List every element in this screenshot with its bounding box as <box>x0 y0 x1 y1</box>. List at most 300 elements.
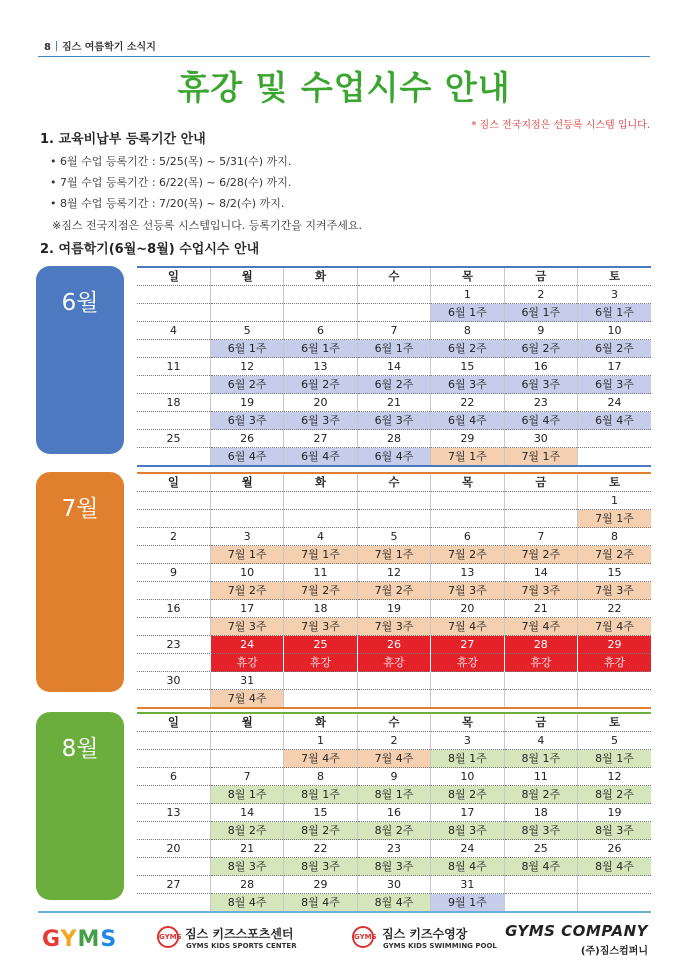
date-cell: 11 <box>504 768 577 786</box>
weekday-header: 화 <box>284 713 357 732</box>
week-label-cell: 7월 1주 <box>504 448 577 467</box>
weekday-header: 목 <box>431 473 504 492</box>
week-label-cell: 8월 4주 <box>210 894 283 913</box>
date-cell: 4 <box>284 528 357 546</box>
week-label-cell <box>137 750 210 768</box>
week-label-cell: 6월 1주 <box>431 304 504 322</box>
sports-center-logo-icon: GYMS <box>157 926 179 948</box>
week-label-row <box>137 582 651 600</box>
week-label-cell: 6월 3주 <box>284 412 357 430</box>
week-label-cell: 8월 4주 <box>284 894 357 913</box>
week-label-cell <box>137 376 210 394</box>
date-cell: 1 <box>578 492 651 510</box>
swimming-pool-sub: GYMS KIDS SWIMMING POOL <box>383 942 497 950</box>
date-cell: 12 <box>578 768 651 786</box>
week-label-cell: 8월 1주 <box>357 786 430 804</box>
date-cell: 8 <box>284 768 357 786</box>
week-label-cell: 6월 3주 <box>357 412 430 430</box>
week-label-cell <box>431 690 504 709</box>
date-cell <box>210 732 283 750</box>
week-label-cell: 8월 3주 <box>504 822 577 840</box>
week-label-cell: 8월 1주 <box>431 750 504 768</box>
week-label-cell: 8월 1주 <box>284 786 357 804</box>
august-calendar <box>137 712 651 913</box>
week-label-cell: 6월 1주 <box>578 304 651 322</box>
date-row <box>137 430 651 448</box>
date-cell: 3 <box>431 732 504 750</box>
date-cell: 27 <box>284 430 357 448</box>
week-label-cell: 6월 3주 <box>578 376 651 394</box>
date-row <box>137 804 651 822</box>
date-row <box>137 322 651 340</box>
date-cell: 2 <box>137 528 210 546</box>
week-label-cell: 8월 2주 <box>357 822 430 840</box>
weekday-header: 화 <box>284 267 357 286</box>
august-registration: • 8월 수업 등록기간 : 7/20(목) ~ 8/2(수) 까지. <box>50 197 285 210</box>
weekday-header: 목 <box>431 267 504 286</box>
week-label-cell: 8월 4주 <box>357 894 430 913</box>
company-name-korean: (주)짐스컴퍼니 <box>580 946 648 957</box>
date-cell: 24 <box>578 394 651 412</box>
weekday-header: 토 <box>578 267 651 286</box>
holiday-cell: 휴강 <box>504 654 577 672</box>
date-cell: 25 <box>284 636 357 654</box>
week-label-cell <box>578 690 651 709</box>
week-label-cell: 7월 1주 <box>578 510 651 528</box>
date-cell: 16 <box>137 600 210 618</box>
date-cell: 18 <box>504 804 577 822</box>
weekday-header: 일 <box>167 715 180 729</box>
week-label-cell: 7월 2주 <box>504 546 577 564</box>
date-cell: 26 <box>578 840 651 858</box>
holiday-cell: 휴강 <box>357 654 430 672</box>
week-label-cell: 7월 3주 <box>357 618 430 636</box>
week-label-cell: 8월 3주 <box>431 822 504 840</box>
date-cell: 7 <box>504 528 577 546</box>
date-cell: 7 <box>210 768 283 786</box>
date-cell: 18 <box>284 600 357 618</box>
week-label-cell: 7월 1주 <box>431 448 504 467</box>
date-row <box>137 876 651 894</box>
date-cell: 9 <box>137 564 210 582</box>
week-label-cell <box>137 448 210 467</box>
holiday-cell: 휴강 <box>210 654 283 672</box>
date-cell: 19 <box>210 394 283 412</box>
section-name: 짐스 여름학기 소식지 <box>61 42 156 53</box>
date-cell: 11 <box>284 564 357 582</box>
date-cell: 1 <box>284 732 357 750</box>
week-label-cell: 9월 1주 <box>431 894 504 913</box>
week-label-cell: 6월 3주 <box>504 376 577 394</box>
swimming-pool-name: 짐스 키즈수영장 <box>382 927 468 941</box>
swimming-pool-logo-icon: GYMS <box>352 926 374 948</box>
weekday-header: 수 <box>357 713 430 732</box>
week-label-cell: 6월 2주 <box>578 340 651 358</box>
week-label-cell: 7월 4주 <box>357 750 430 768</box>
date-cell: 13 <box>284 358 357 376</box>
week-label-cell: 8월 2주 <box>431 786 504 804</box>
date-cell <box>431 492 504 510</box>
date-cell: 1 <box>431 286 504 304</box>
week-label-cell <box>504 510 577 528</box>
week-label-row <box>137 786 651 804</box>
date-row <box>137 840 651 858</box>
week-label-cell: 6월 2주 <box>504 340 577 358</box>
section1-heading: 1. 교육비납부 등록기간 안내 <box>40 132 206 147</box>
date-cell: 6 <box>137 768 210 786</box>
week-label-cell: 6월 4주 <box>210 448 283 467</box>
date-cell: 16 <box>357 804 430 822</box>
date-cell: 14 <box>504 564 577 582</box>
gyms-logo: GYMS <box>42 927 118 952</box>
week-label-cell: 8월 1주 <box>210 786 283 804</box>
company-name: GYMS COMPANY <box>505 922 648 940</box>
date-cell: 31 <box>210 672 283 690</box>
week-label-cell: 8월 2주 <box>504 786 577 804</box>
week-label-row <box>137 304 651 322</box>
date-cell <box>137 286 210 304</box>
date-cell: 24 <box>431 840 504 858</box>
week-label-cell: 7월 1주 <box>210 546 283 564</box>
registration-remark: ※짐스 전국지점은 선등록 시스템입니다. 등록기간을 지켜주세요. <box>52 219 362 232</box>
week-label-cell: 6월 1주 <box>357 340 430 358</box>
week-label-cell: 8월 3주 <box>357 858 430 876</box>
date-cell: 20 <box>431 600 504 618</box>
date-cell: 12 <box>210 358 283 376</box>
week-label-cell: 8월 3주 <box>578 822 651 840</box>
week-label-cell: 6월 4주 <box>504 412 577 430</box>
week-label-row <box>137 858 651 876</box>
week-label-cell: 7월 3주 <box>284 618 357 636</box>
date-cell: 7 <box>357 322 430 340</box>
week-label-cell: 7월 3주 <box>578 582 651 600</box>
date-cell <box>137 492 210 510</box>
date-cell: 27 <box>137 876 210 894</box>
date-cell: 28 <box>504 636 577 654</box>
week-label-row <box>137 822 651 840</box>
weekday-header: 화 <box>284 473 357 492</box>
date-cell: 15 <box>284 804 357 822</box>
week-label-cell: 6월 4주 <box>357 448 430 467</box>
date-cell: 19 <box>357 600 430 618</box>
date-cell: 29 <box>284 876 357 894</box>
date-cell: 25 <box>137 430 210 448</box>
week-label-cell: 7월 4주 <box>431 618 504 636</box>
week-label-cell: 7월 2주 <box>284 582 357 600</box>
weekday-header-row <box>137 713 651 732</box>
week-label-cell: 6월 4주 <box>284 448 357 467</box>
week-label-cell: 6월 4주 <box>578 412 651 430</box>
week-label-cell: 7월 3주 <box>431 582 504 600</box>
date-cell: 21 <box>504 600 577 618</box>
date-cell: 10 <box>210 564 283 582</box>
week-label-row <box>137 618 651 636</box>
date-cell: 15 <box>431 358 504 376</box>
date-cell: 11 <box>137 358 210 376</box>
week-label-cell: 7월 2주 <box>210 582 283 600</box>
week-label-cell <box>284 304 357 322</box>
week-label-row <box>137 510 651 528</box>
date-cell <box>357 672 430 690</box>
company-block <box>505 922 648 957</box>
date-cell: 5 <box>210 322 283 340</box>
week-label-cell <box>137 858 210 876</box>
week-label-cell: 7월 4주 <box>578 618 651 636</box>
date-cell: 28 <box>357 430 430 448</box>
weekday-header: 목 <box>431 713 504 732</box>
date-cell: 6 <box>431 528 504 546</box>
week-label-cell: 7월 2주 <box>578 546 651 564</box>
weekday-header: 금 <box>504 473 577 492</box>
date-cell: 26 <box>210 430 283 448</box>
date-cell: 15 <box>578 564 651 582</box>
week-label-cell: 6월 2주 <box>431 340 504 358</box>
date-cell <box>284 492 357 510</box>
weekday-header: 월 <box>210 267 283 286</box>
date-cell: 9 <box>357 768 430 786</box>
week-label-cell <box>210 304 283 322</box>
week-label-cell: 6월 1주 <box>504 304 577 322</box>
week-label-cell: 6월 3주 <box>431 376 504 394</box>
week-label-cell: 8월 4주 <box>578 858 651 876</box>
date-cell <box>431 672 504 690</box>
date-row <box>137 358 651 376</box>
date-cell: 30 <box>137 672 210 690</box>
week-label-cell <box>137 304 210 322</box>
week-label-cell <box>357 510 430 528</box>
date-cell: 26 <box>357 636 430 654</box>
header-divider <box>38 56 650 57</box>
week-label-cell <box>137 786 210 804</box>
date-cell: 12 <box>357 564 430 582</box>
week-label-cell: 6월 1주 <box>284 340 357 358</box>
page-number: 8 <box>44 42 51 53</box>
holiday-cell: 휴강 <box>431 654 504 672</box>
date-cell: 30 <box>357 876 430 894</box>
week-label-cell: 8월 4주 <box>431 858 504 876</box>
week-label-cell: 8월 2주 <box>284 822 357 840</box>
date-cell <box>504 672 577 690</box>
holiday-cell: 휴강 <box>284 654 357 672</box>
week-label-cell <box>137 822 210 840</box>
july-calendar <box>137 472 651 709</box>
week-label-row <box>137 750 651 768</box>
week-label-cell: 8월 1주 <box>504 750 577 768</box>
week-label-cell <box>431 510 504 528</box>
date-row <box>137 286 651 304</box>
weekday-header-row <box>137 473 651 492</box>
date-cell: 8 <box>431 322 504 340</box>
date-row <box>137 492 651 510</box>
week-label-cell <box>137 412 210 430</box>
week-label-row <box>137 654 651 672</box>
date-cell: 6 <box>284 322 357 340</box>
date-cell <box>504 876 577 894</box>
date-cell <box>357 286 430 304</box>
july-registration: • 7월 수업 등록기간 : 6/22(목) ~ 6/28(수) 까지. <box>50 176 292 189</box>
weekday-header: 토 <box>578 713 651 732</box>
date-cell: 14 <box>210 804 283 822</box>
date-cell: 23 <box>137 636 210 654</box>
week-label-row <box>137 894 651 913</box>
date-cell <box>210 492 283 510</box>
week-label-cell: 8월 2주 <box>210 822 283 840</box>
date-cell: 13 <box>431 564 504 582</box>
weekday-header: 토 <box>578 473 651 492</box>
date-cell: 17 <box>431 804 504 822</box>
date-cell: 18 <box>137 394 210 412</box>
date-cell: 5 <box>578 732 651 750</box>
date-cell: 31 <box>431 876 504 894</box>
date-cell: 10 <box>578 322 651 340</box>
date-cell: 10 <box>431 768 504 786</box>
august-month-label: 8월 <box>36 712 124 900</box>
week-label-cell <box>210 750 283 768</box>
sports-center-name: 짐스 키즈스포츠센터 <box>185 927 294 941</box>
date-row <box>137 768 651 786</box>
date-cell: 29 <box>431 430 504 448</box>
date-cell: 4 <box>137 322 210 340</box>
week-label-cell <box>137 690 210 709</box>
page-header <box>44 38 156 53</box>
week-label-cell: 6월 3주 <box>210 412 283 430</box>
sports-center-sub: GYMS KIDS SPORTS CENTER <box>186 942 297 950</box>
week-label-cell: 7월 2주 <box>357 582 430 600</box>
week-label-cell <box>137 618 210 636</box>
week-label-cell <box>504 894 577 913</box>
weekday-header-row <box>137 267 651 286</box>
page-title: 휴강 및 수업시수 안내 <box>177 68 511 107</box>
week-label-cell: 8월 3주 <box>210 858 283 876</box>
date-cell <box>137 732 210 750</box>
date-cell: 20 <box>284 394 357 412</box>
date-cell: 14 <box>357 358 430 376</box>
week-label-cell <box>357 690 430 709</box>
date-cell: 23 <box>504 394 577 412</box>
date-cell: 29 <box>578 636 651 654</box>
july-month-label: 7월 <box>36 472 124 692</box>
date-row <box>137 636 651 654</box>
week-label-cell <box>137 510 210 528</box>
date-cell: 30 <box>504 430 577 448</box>
week-label-cell: 7월 4주 <box>210 690 283 709</box>
week-label-cell <box>137 546 210 564</box>
weekday-header: 금 <box>504 713 577 732</box>
date-cell: 22 <box>431 394 504 412</box>
week-label-cell: 8월 3주 <box>284 858 357 876</box>
week-label-cell: 6월 1주 <box>210 340 283 358</box>
date-cell: 5 <box>357 528 430 546</box>
june-calendar <box>137 266 651 467</box>
date-cell: 16 <box>504 358 577 376</box>
week-label-row <box>137 448 651 467</box>
date-row <box>137 600 651 618</box>
june-month-label: 6월 <box>36 266 124 454</box>
week-label-cell: 7월 1주 <box>284 546 357 564</box>
pre-registration-note: * 짐스 전국지점은 선등록 시스템 입니다. <box>471 120 650 131</box>
week-label-cell: 7월 2주 <box>431 546 504 564</box>
date-cell <box>578 672 651 690</box>
date-cell: 17 <box>210 600 283 618</box>
week-label-cell: 7월 3주 <box>210 618 283 636</box>
week-label-cell <box>504 690 577 709</box>
date-cell: 17 <box>578 358 651 376</box>
week-label-row <box>137 690 651 709</box>
weekday-header: 수 <box>357 267 430 286</box>
week-label-cell: 6월 2주 <box>284 376 357 394</box>
week-label-cell: 6월 2주 <box>357 376 430 394</box>
weekday-header: 월 <box>210 473 283 492</box>
weekday-header: 일 <box>167 475 180 489</box>
week-label-cell <box>284 690 357 709</box>
date-cell: 2 <box>357 732 430 750</box>
week-label-row <box>137 412 651 430</box>
section2-heading: 2. 여름학기(6월~8월) 수업시수 안내 <box>40 242 260 257</box>
footer-divider <box>38 911 650 913</box>
date-cell: 13 <box>137 804 210 822</box>
weekday-header: 일 <box>167 269 180 283</box>
date-cell: 20 <box>137 840 210 858</box>
date-row <box>137 564 651 582</box>
date-row <box>137 672 651 690</box>
june-registration: • 6월 수업 등록기간 : 5/25(목) ~ 5/31(수) 까지. <box>50 155 292 168</box>
weekday-header: 수 <box>357 473 430 492</box>
date-cell: 25 <box>504 840 577 858</box>
date-row <box>137 394 651 412</box>
date-cell: 23 <box>357 840 430 858</box>
week-label-cell <box>578 448 651 467</box>
date-cell <box>210 286 283 304</box>
week-label-row <box>137 340 651 358</box>
week-label-cell: 7월 1주 <box>357 546 430 564</box>
holiday-cell: 휴강 <box>578 654 651 672</box>
date-row <box>137 732 651 750</box>
date-cell: 3 <box>578 286 651 304</box>
date-cell: 27 <box>431 636 504 654</box>
week-label-cell: 8월 4주 <box>504 858 577 876</box>
date-cell: 9 <box>504 322 577 340</box>
date-cell: 3 <box>210 528 283 546</box>
week-label-cell <box>578 894 651 913</box>
date-cell: 21 <box>357 394 430 412</box>
week-label-row <box>137 546 651 564</box>
week-label-cell: 8월 1주 <box>578 750 651 768</box>
week-label-cell <box>137 894 210 913</box>
date-cell <box>284 286 357 304</box>
weekday-header: 금 <box>504 267 577 286</box>
date-cell <box>357 492 430 510</box>
date-cell <box>504 492 577 510</box>
date-cell <box>578 430 651 448</box>
week-label-cell: 6월 4주 <box>431 412 504 430</box>
week-label-cell <box>357 304 430 322</box>
date-cell <box>284 672 357 690</box>
week-label-cell <box>137 654 210 672</box>
week-label-cell: 7월 4주 <box>284 750 357 768</box>
date-cell: 8 <box>578 528 651 546</box>
date-cell <box>578 876 651 894</box>
week-label-cell <box>137 340 210 358</box>
date-cell: 21 <box>210 840 283 858</box>
date-cell: 19 <box>578 804 651 822</box>
week-label-cell: 7월 4주 <box>504 618 577 636</box>
week-label-cell: 7월 3주 <box>504 582 577 600</box>
week-label-cell <box>210 510 283 528</box>
date-cell: 28 <box>210 876 283 894</box>
week-label-cell <box>284 510 357 528</box>
week-label-cell <box>137 582 210 600</box>
date-cell: 24 <box>210 636 283 654</box>
